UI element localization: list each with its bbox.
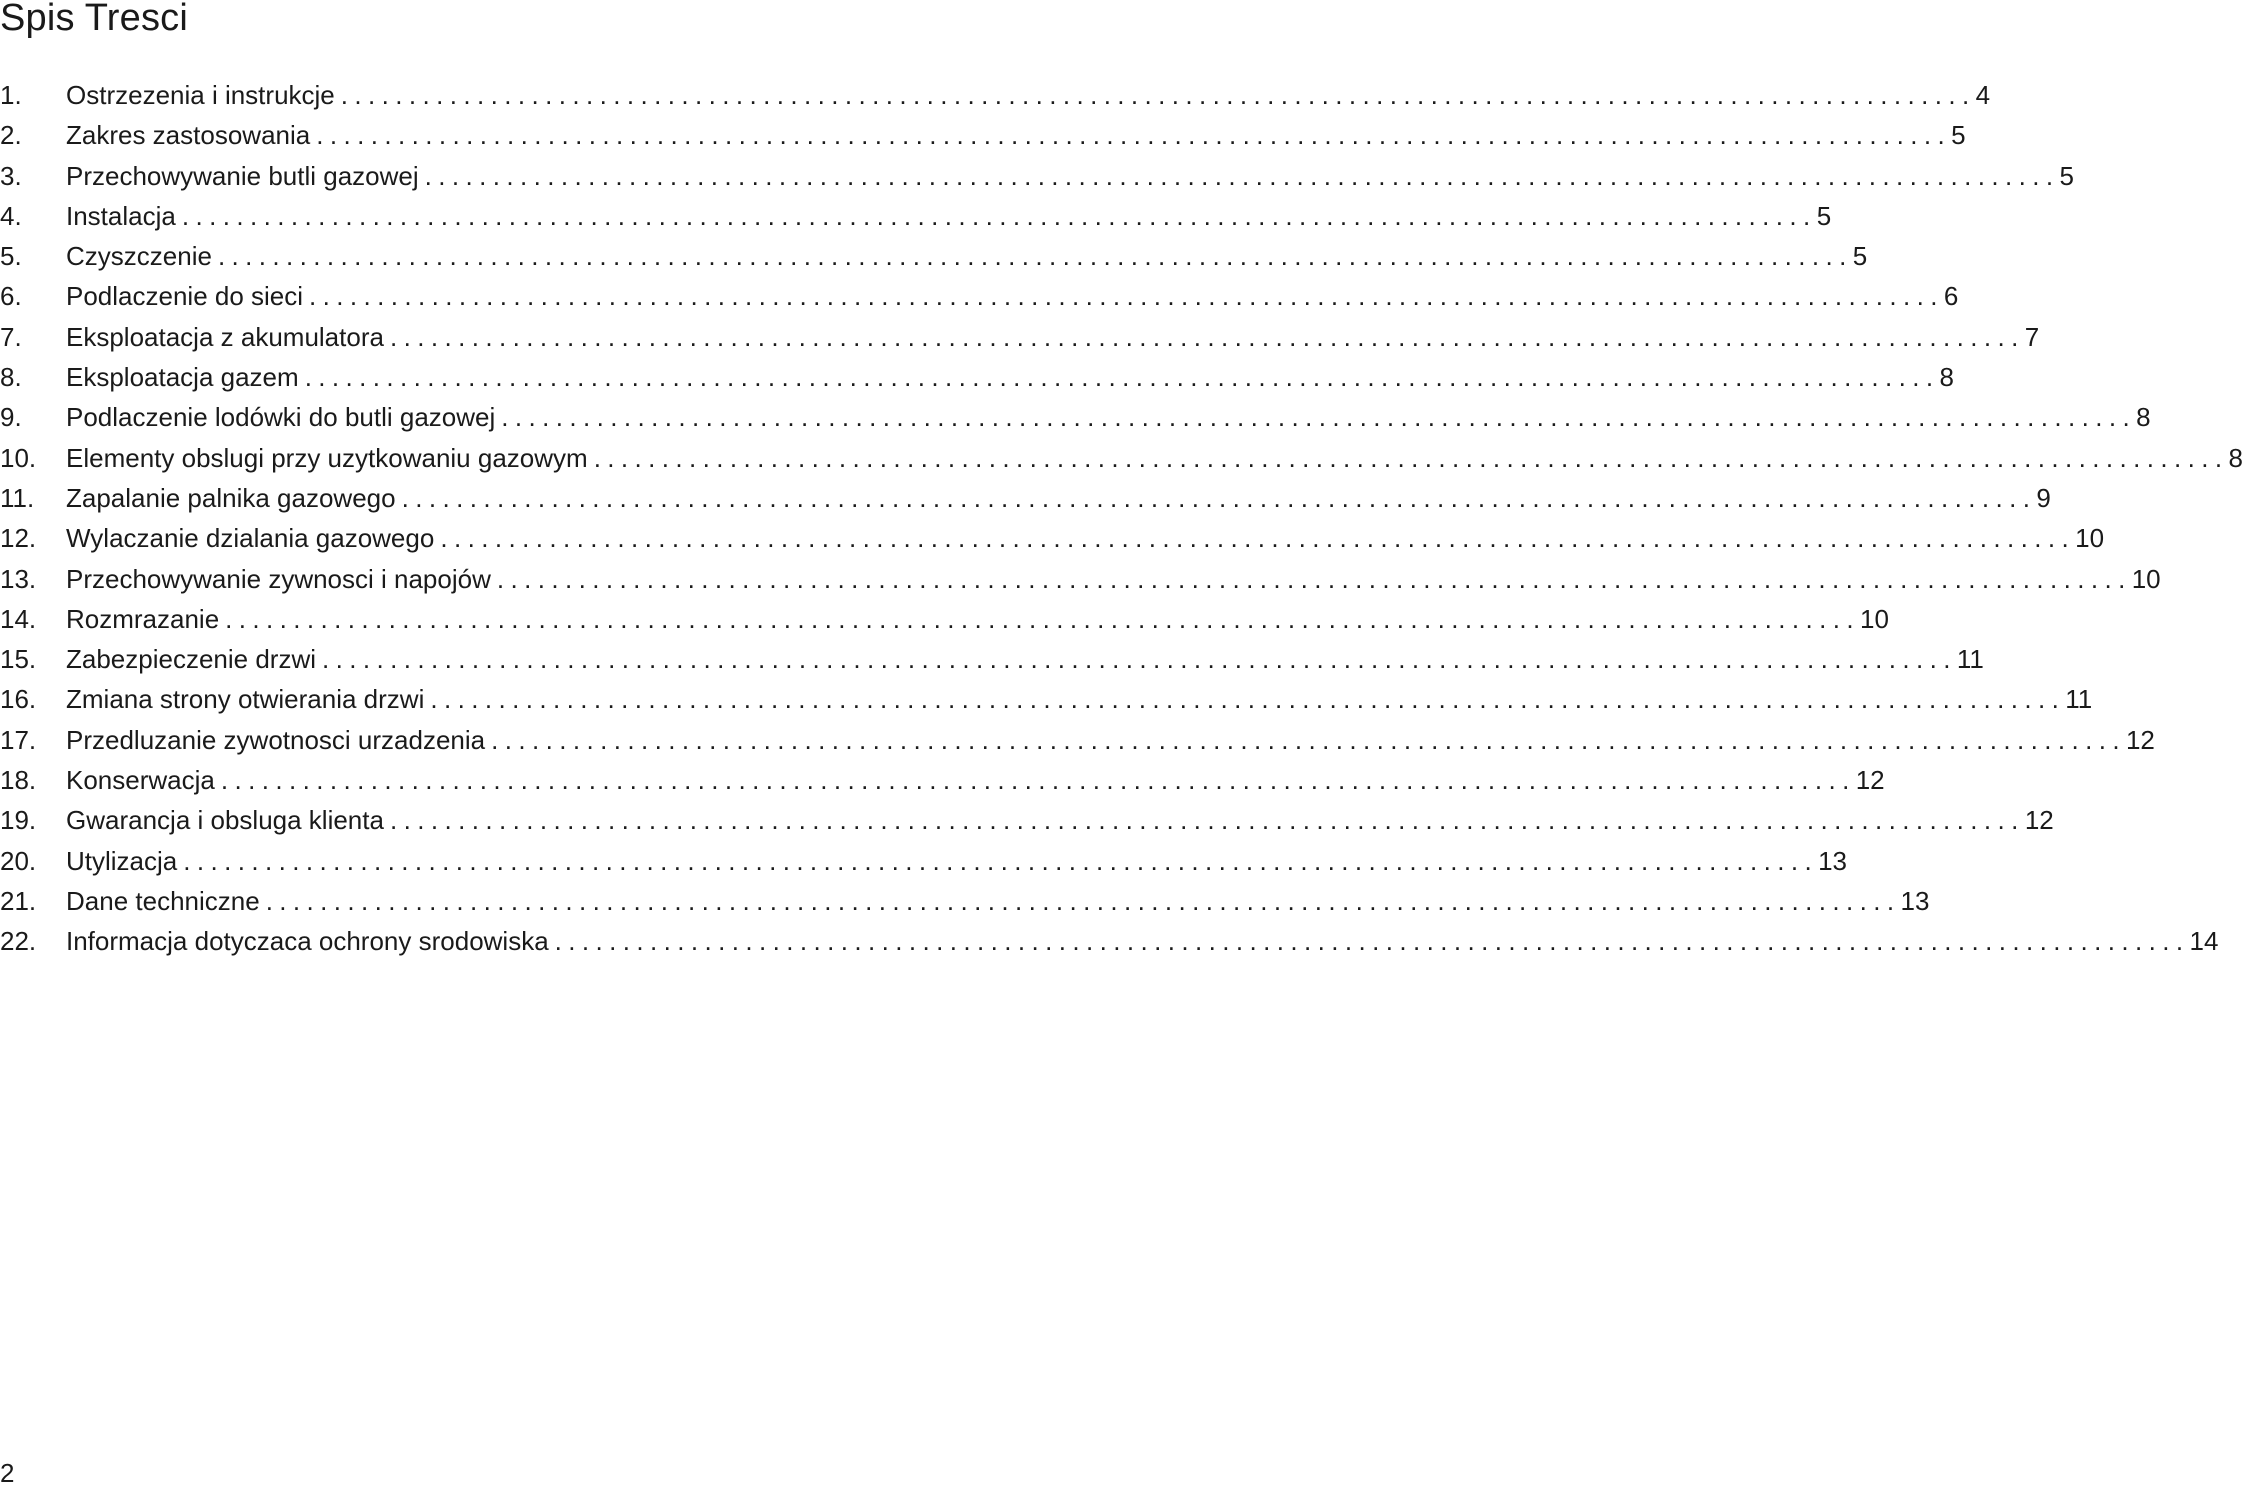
toc-entry-number: 14. xyxy=(0,603,37,634)
toc-entry-page: 8 xyxy=(1939,362,1954,393)
dot-leader: ........................................................................................................................ xyxy=(424,160,2060,191)
toc-entry-page: 10 xyxy=(1860,603,1889,634)
toc-entry-page: 10 xyxy=(2131,563,2161,594)
toc-entry-page: 5 xyxy=(1816,200,1832,231)
toc-entry-title: Informacja dotyczaca ochrony srodowiska xyxy=(66,926,549,957)
toc-entry-title: Rozmrazanie xyxy=(66,603,220,634)
dot-leader: ........................................................................................................................ xyxy=(322,644,1957,675)
toc-entry-title: Wylaczanie dzialania gazowego xyxy=(66,523,435,554)
toc-entry-page: 11 xyxy=(2065,684,2093,715)
toc-entry-page: 13 xyxy=(1818,845,1848,876)
toc-entry-body xyxy=(66,156,2074,196)
toc-entry[interactable] xyxy=(0,75,1991,115)
toc-entry-title: Instalacja xyxy=(66,200,176,231)
toc-entry-title: Utylizacja xyxy=(66,845,178,876)
toc-entry[interactable] xyxy=(0,236,1868,276)
toc-entry-page: 12 xyxy=(2024,805,2054,836)
toc-entry-body xyxy=(66,921,2219,961)
toc-entry-page: 12 xyxy=(2125,724,2155,755)
dot-leader: ........................................................................................................................ xyxy=(389,805,2025,836)
toc-entry[interactable] xyxy=(0,156,2074,196)
toc-entry-page: 12 xyxy=(1855,765,1885,796)
dot-leader: ........................................................................................................................ xyxy=(401,482,2037,513)
toc-entry-title: Zapalanie palnika gazowego xyxy=(66,482,396,513)
toc-entry[interactable] xyxy=(0,720,2155,760)
dot-leader: ........................................................................................................................ xyxy=(496,563,2132,594)
toc-entry[interactable] xyxy=(0,196,1832,236)
toc-entry-body xyxy=(66,720,2155,760)
toc-entry-body xyxy=(66,317,2040,357)
toc-entry-title: Zakres zastosowania xyxy=(66,120,311,151)
toc-entry-body xyxy=(66,800,2054,840)
toc-entry[interactable] xyxy=(0,478,2051,518)
toc-entry-title: Ostrzezenia i instrukcje xyxy=(66,80,335,110)
toc-entry-number: 22. xyxy=(0,926,37,957)
toc-entry-number: 9. xyxy=(0,402,22,433)
toc-entry-body xyxy=(66,196,1832,236)
toc-entry-number: 15. xyxy=(0,644,37,675)
toc-entry-title: Elementy obslugi przy uzytkowaniu gazowym xyxy=(66,442,588,473)
dot-leader: ........................................................................................................................ xyxy=(389,321,2025,352)
toc-entry-body xyxy=(66,599,1889,639)
toc-entry-title: Konserwacja xyxy=(66,765,215,796)
toc-entry[interactable] xyxy=(0,679,2093,719)
toc-entry-body xyxy=(66,478,2051,518)
toc-entry[interactable] xyxy=(0,397,2151,437)
toc-entry[interactable] xyxy=(0,800,2054,840)
toc-entry-title: Zmiana strony otwierania drzwi xyxy=(66,684,425,715)
toc-entry-number: 20. xyxy=(0,845,37,876)
toc-entry[interactable] xyxy=(0,115,1966,155)
toc-entry-number: 12. xyxy=(0,523,37,554)
page-number: 2 xyxy=(0,1458,15,1488)
dot-leader: ........................................................................................................................ xyxy=(554,926,2190,957)
toc-entry-title: Przedluzanie zywotnosci urzadzenia xyxy=(66,724,486,755)
toc-entry-number: 6. xyxy=(0,281,22,312)
toc-entry[interactable] xyxy=(0,276,1959,316)
toc-entry-title: Gwarancja i obsluga klienta xyxy=(66,805,384,836)
toc-entry-title: Przechowywanie zywnosci i napojów xyxy=(66,563,491,594)
toc-entry-body xyxy=(66,357,1954,397)
toc-entry[interactable] xyxy=(0,921,2219,961)
toc-entry[interactable] xyxy=(0,518,2105,558)
toc-entry-number: 8. xyxy=(0,362,22,393)
toc-entry-number: 4. xyxy=(0,200,22,231)
toc-entry-title: Eksploatacja gazem xyxy=(66,362,299,393)
toc-entry[interactable] xyxy=(0,881,1930,921)
toc-entry[interactable] xyxy=(0,599,1889,639)
toc-entry-page: 5 xyxy=(1852,241,1868,272)
page-title: Spis Tresci xyxy=(0,0,189,39)
dot-leader: ........................................................................................................................ xyxy=(225,603,1861,634)
toc-entry-title: Przechowywanie butli gazowej xyxy=(66,160,419,191)
toc-entry-number: 17. xyxy=(0,724,37,755)
toc-entry-body xyxy=(66,276,1959,316)
toc-entry-page: 8 xyxy=(2136,402,2151,433)
toc-entry-number: 18. xyxy=(0,765,37,796)
dot-leader: ........................................................................................................................ xyxy=(316,120,1952,151)
toc-entry-page: 11 xyxy=(1956,644,1984,675)
toc-entry-body xyxy=(66,236,1868,276)
dot-leader: ........................................................................................................................ xyxy=(304,362,1940,393)
toc-entry[interactable] xyxy=(0,438,2243,478)
toc-entry-page: 6 xyxy=(1943,281,1959,312)
toc-entry-title: Podlaczenie lodówki do butli gazowej xyxy=(66,402,496,433)
table-of-contents xyxy=(0,75,2243,962)
toc-entry-page: 8 xyxy=(2228,442,2243,473)
toc-entry-number: 5. xyxy=(0,241,22,272)
toc-entry-page: 7 xyxy=(2024,321,2040,352)
dot-leader: ........................................................................................................................ xyxy=(501,402,2137,433)
toc-entry-page: 9 xyxy=(2036,482,2051,513)
dot-leader: ........................................................................................................................ xyxy=(593,442,2229,473)
toc-entry-number: 10. xyxy=(0,442,37,473)
dot-leader: ........................................................................................................................ xyxy=(183,845,1819,876)
toc-entry-page: 13 xyxy=(1900,885,1930,916)
dot-leader: ........................................................................................................................ xyxy=(265,885,1901,916)
toc-entry-number: 21. xyxy=(0,885,37,916)
toc-entry-title: Podlaczenie do sieci xyxy=(66,281,304,312)
dot-leader: ........................................................................................................................ xyxy=(491,724,2126,755)
dot-leader: ........................................................................................................................ xyxy=(430,684,2066,715)
toc-entry-body xyxy=(66,559,2161,599)
toc-entry-body xyxy=(66,518,2105,558)
toc-entry-title: Dane techniczne xyxy=(66,885,260,916)
toc-entry-number: 13. xyxy=(0,563,37,594)
toc-entry[interactable] xyxy=(0,559,2161,599)
toc-entry-body xyxy=(66,115,1966,155)
dot-leader: ........................................................................................................................ xyxy=(440,523,2076,554)
toc-entry-number: 16. xyxy=(0,684,37,715)
toc-entry-body xyxy=(66,397,2151,437)
toc-entry[interactable] xyxy=(0,841,1848,881)
toc-entry-page: 14 xyxy=(2189,926,2219,957)
dot-leader: ........................................................................................................................ xyxy=(220,765,1856,796)
dot-leader: ........................................................................................................................ xyxy=(309,281,1944,312)
toc-entry-title: Eksploatacja z akumulatora xyxy=(66,321,384,352)
toc-entry-number: 1. xyxy=(0,80,22,110)
toc-entry-title: Czyszczenie xyxy=(66,241,212,272)
toc-entry-number: 3. xyxy=(0,160,22,191)
toc-entry-body xyxy=(66,75,1991,115)
toc-entry[interactable] xyxy=(0,639,1984,679)
toc-entry[interactable] xyxy=(0,317,2040,357)
toc-entry-number: 11. xyxy=(0,482,35,513)
toc-entry-title: Zabezpieczenie drzwi xyxy=(66,644,317,675)
toc-entry-body xyxy=(66,760,1885,800)
toc-entry-body xyxy=(66,881,1930,921)
toc-entry-body xyxy=(66,438,2243,478)
toc-entry[interactable] xyxy=(0,760,1885,800)
toc-entry-page: 5 xyxy=(2059,160,2074,191)
toc-entry-number: 7. xyxy=(0,321,22,352)
toc-entry-page: 10 xyxy=(2075,523,2105,554)
dot-leader: ........................................................................................................................ xyxy=(181,200,1817,231)
toc-entry-page: 4 xyxy=(1975,80,1991,110)
toc-entry-number: 2. xyxy=(0,120,22,151)
toc-entry-body xyxy=(66,639,1984,679)
toc-entry[interactable] xyxy=(0,357,1954,397)
dot-leader: ........................................................................................................................ xyxy=(340,80,1976,110)
toc-entry-number: 19. xyxy=(0,805,37,836)
toc-entry-body xyxy=(66,841,1848,881)
toc-entry-page: 5 xyxy=(1951,120,1966,151)
toc-entry-body xyxy=(66,679,2093,719)
dot-leader: ........................................................................................................................ xyxy=(217,241,1853,272)
